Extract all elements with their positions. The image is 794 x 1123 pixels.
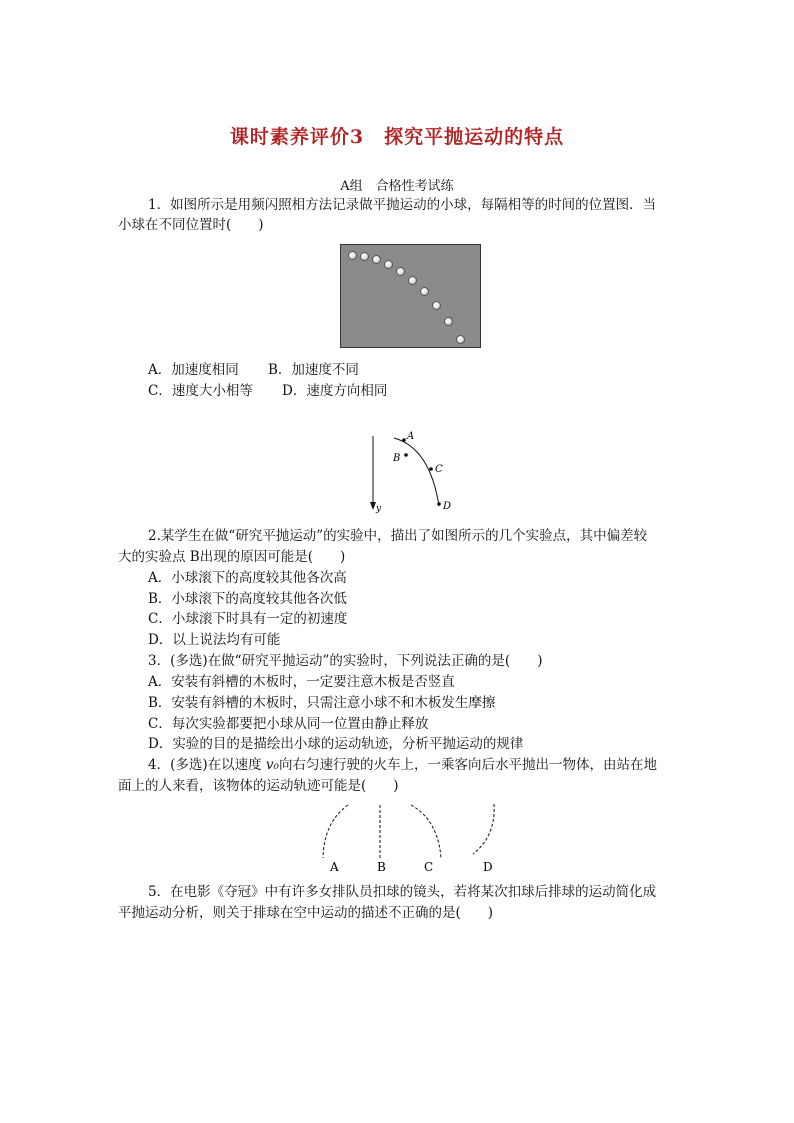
q1-option-c: C．速度大小相等	[148, 383, 253, 399]
label-c: C	[435, 464, 443, 475]
section-heading: A组 合格性考试练	[340, 179, 454, 194]
strobe-ball	[348, 251, 357, 260]
q2-option-d: D．以上说法均有可能	[148, 632, 281, 648]
v0-symbol: v₀	[265, 757, 279, 773]
strobe-ball	[444, 317, 453, 326]
q1-option-a: A．加速度相同	[148, 362, 239, 378]
q4-stem-line1	[148, 755, 657, 775]
page-title: 课时素养评价3 探究平抛运动的特点	[229, 126, 565, 148]
strobe-ball	[432, 301, 441, 310]
label-d: D	[443, 501, 452, 512]
label-a: A	[407, 431, 415, 442]
label-y: y	[376, 504, 382, 514]
strobe-ball	[360, 252, 369, 261]
point-a	[402, 438, 406, 442]
q2-stem-line2: 大的实验点 B出现的原因可能是( )	[118, 549, 346, 565]
q1-stem-line1: 1．如图所示是用频闪照相方法记录做平抛运动的小球，每隔相等的时间的位置图．当	[148, 197, 657, 213]
strobe-ball	[396, 267, 405, 276]
q1-stem-line2: 小球在不同位置时( )	[118, 217, 264, 233]
q3-option-b: B．安装有斜槽的木板时，只需注意小球不和木板发生摩擦	[148, 695, 496, 711]
q3-option-d: D．实验的目的是描绘出小球的运动轨迹，分析平抛运动的规律	[148, 736, 524, 752]
strobe-ball	[420, 287, 429, 296]
option-label-b: B	[377, 860, 386, 874]
q4-stem-line2: 面上的人来看，该物体的运动轨迹可能是( )	[118, 778, 399, 794]
trajectory-options-figure	[318, 802, 508, 878]
strobe-ball	[384, 260, 393, 269]
q4-stem-text-pre: 4．(多选)在以速度	[148, 757, 266, 773]
label-b: B	[393, 453, 401, 464]
q2-option-c: C．小球滚下时具有一定的初速度	[148, 611, 348, 627]
q2-option-b: B．小球滚下的高度较其他各次低	[148, 591, 347, 607]
curve-a	[323, 805, 348, 858]
strobe-ball	[456, 335, 465, 344]
q3-stem: 3．(多选)在做“研究平抛运动”的实验时，下列说法正确的是( )	[148, 653, 543, 669]
strobe-ball	[408, 276, 417, 285]
option-label-a: A	[330, 860, 339, 874]
q1-option-b: B．加速度不同	[268, 362, 359, 378]
q5-stem-line2: 平抛运动分析，则关于排球在空中运动的描述不正确的是( )	[118, 905, 494, 921]
point-d	[437, 502, 441, 506]
trajectory-curve	[394, 438, 439, 506]
option-label-d: D	[483, 860, 493, 874]
point-b	[404, 453, 408, 457]
curve-c	[411, 805, 441, 858]
strobe-ball	[372, 255, 381, 264]
q1-option-d: D．速度方向相同	[282, 383, 388, 399]
trajectory-points-figure	[360, 428, 460, 520]
q2-stem-line1: 2.某学生在做“研究平抛运动”的实验中，描出了如图所示的几个实验点，其中偏差较	[148, 528, 648, 544]
option-label-c: C	[424, 860, 434, 874]
q2-option-a: A．小球滚下的高度较其他各次高	[148, 570, 347, 586]
q5-stem-line1: 5．在电影《夺冠》中有许多女排队员扣球的镜头，若将某次扣球后排球的运动简化成	[148, 884, 657, 900]
q4-stem-text-post: 向右匀速行驶的火车上，一乘客向后水平抛出一物体，由站在地	[278, 757, 657, 773]
q3-option-c: C．每次实验都要把小球从同一位置由静止释放	[148, 716, 429, 732]
strobe-photo-figure	[340, 244, 481, 348]
point-c	[429, 467, 433, 471]
q3-option-a: A．安装有斜槽的木板时，一定要注意木板是否竖直	[148, 674, 455, 690]
curve-d	[473, 804, 494, 854]
